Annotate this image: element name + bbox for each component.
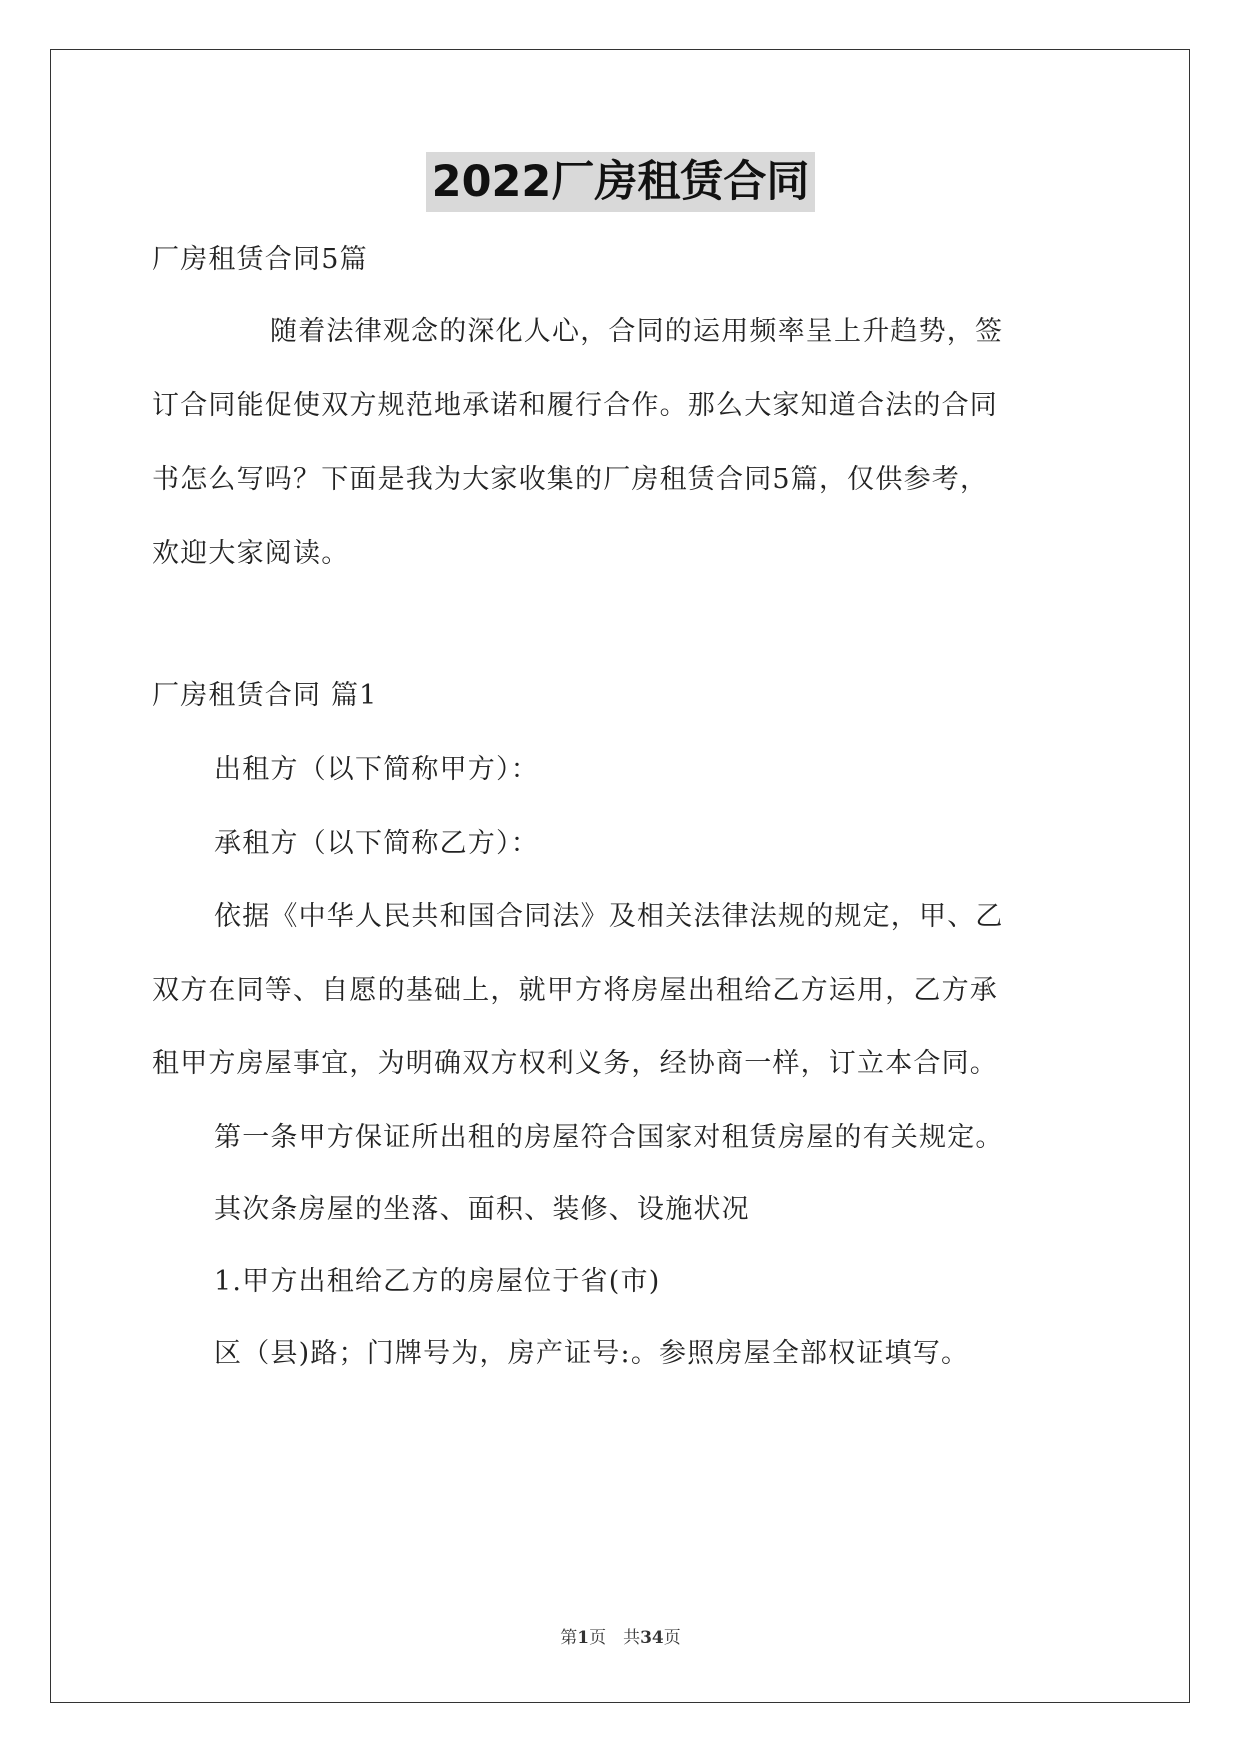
basis-line: 依据《中华人民共和国合同法》及相关法律法规的规定，甲、乙 (214, 901, 1004, 932)
section-heading: 厂房租赁合同 篇1 (152, 680, 378, 711)
current-page-number: 1 (577, 1628, 590, 1648)
lessee-line: 承租方（以下简称乙方）： (214, 828, 539, 859)
intro-line: 欢迎大家阅读。 (152, 538, 350, 569)
intro-line: 书怎么写吗？下面是我为大家收集的厂房租赁合同5篇，仅供参考， (152, 464, 989, 495)
item-1: 1.甲方出租给乙方的房屋位于省(市) (214, 1266, 661, 1297)
intro-line: 随着法律观念的深化人心，合同的运用频率呈上升趋势，签 (270, 316, 1004, 347)
basis-line: 双方在同等、自愿的基础上，就甲方将房屋出租给乙方运用，乙方承 (152, 975, 998, 1006)
page-border (50, 49, 1190, 1703)
footer-mid: 页 共 (589, 1628, 641, 1648)
article-2: 其次条房屋的坐落、面积、装修、设施状况 (214, 1194, 750, 1225)
total-pages: 34 (640, 1628, 664, 1648)
lessor-line: 出租方（以下简称甲方）： (214, 754, 539, 785)
basis-line: 租甲方房屋事宜，为明确双方权利义务，经协商一样，订立本合同。 (152, 1048, 998, 1079)
page-footer (0, 1623, 1241, 1648)
footer-prefix: 第 (560, 1628, 578, 1648)
item-1-continued: 区（县)路；门牌号为，房产证号:。参照房屋全部权证填写。 (214, 1338, 970, 1369)
intro-line: 订合同能促使双方规范地承诺和履行合作。那么大家知道合法的合同 (152, 390, 998, 421)
footer-suffix: 页 (663, 1628, 681, 1648)
article-1: 第一条甲方保证所出租的房屋符合国家对租赁房屋的有关规定。 (214, 1122, 1004, 1153)
document-title: 2022厂房租赁合同 (426, 152, 816, 212)
title-container (0, 152, 1241, 212)
document-subtitle: 厂房租赁合同5篇 (152, 244, 368, 275)
